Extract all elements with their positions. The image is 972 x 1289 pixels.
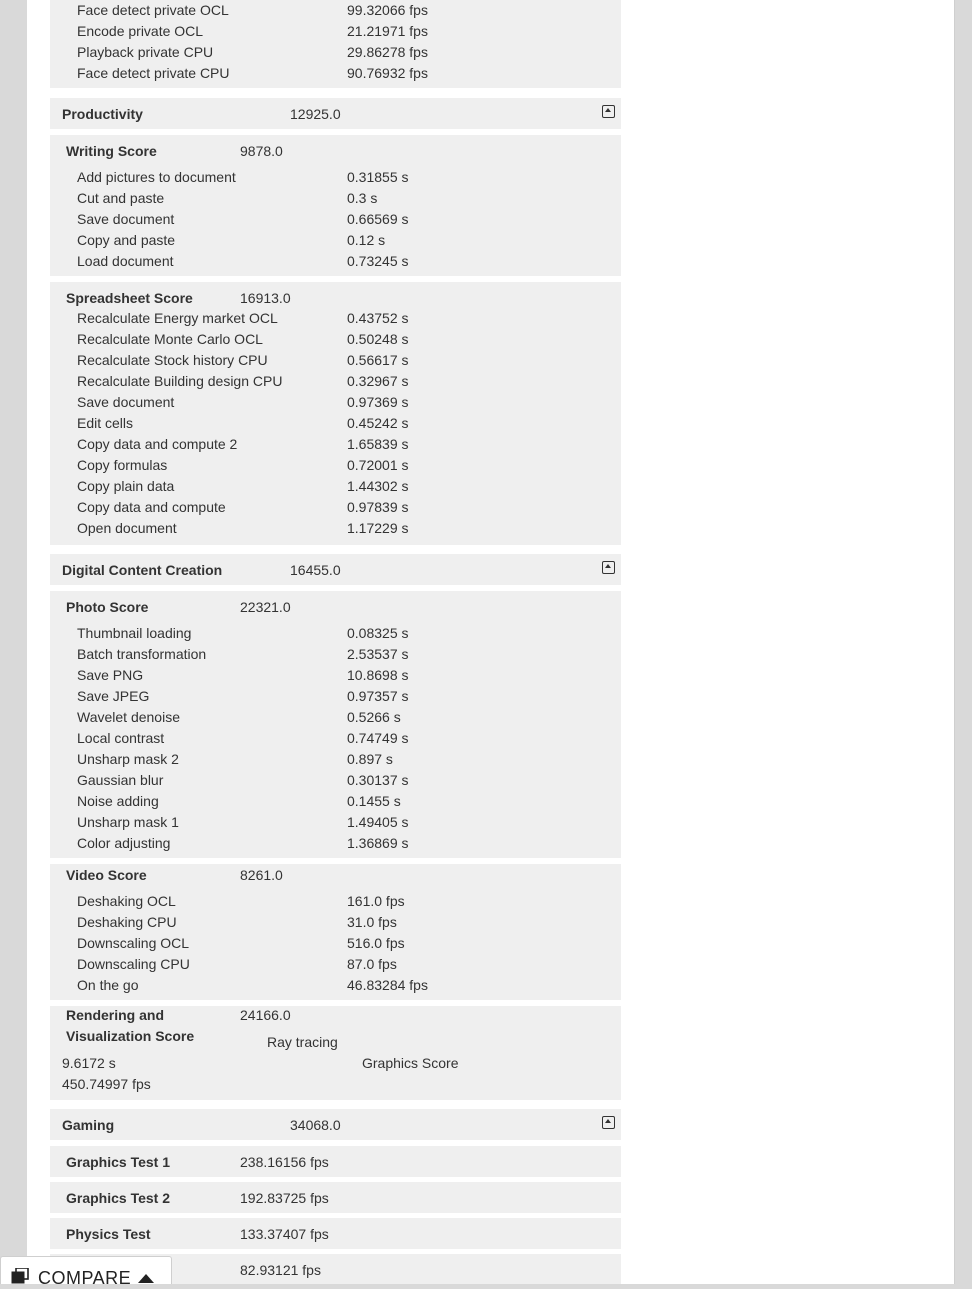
row-value: 0.5266 s [347,709,401,725]
row-value: 0.30137 s [347,772,409,788]
compare-button[interactable] [0,1256,172,1288]
writing-score-panel [50,135,621,276]
row-name: Copy data and compute [77,499,226,515]
test-name: Graphics Test 2 [66,1190,171,1206]
row-value: 0.97839 s [347,499,409,515]
row-name: Wavelet denoise [77,709,180,725]
row-name: Downscaling CPU [77,956,190,972]
row-value: 0.50248 s [347,331,409,347]
row-value: 87.0 fps [347,956,397,972]
compare-stack-icon [11,1268,29,1284]
row-name: Face detect private CPU [77,65,230,81]
photo-score-panel [50,591,621,858]
productivity-header[interactable] [50,98,621,129]
row-value: 99.32066 fps [347,2,428,18]
row-value: 1.17229 s [347,520,409,536]
row-name: Add pictures to document [77,169,236,185]
test-value: 192.83725 fps [240,1190,329,1206]
row-name: Deshaking OCL [77,893,176,909]
row-name: Downscaling OCL [77,935,190,951]
test-value: 133.37407 fps [240,1226,329,1242]
graphics-test-1-panel [50,1146,621,1177]
row-name: Copy and paste [77,232,176,248]
video-score-panel [50,864,621,1000]
row-value: 0.72001 s [347,457,409,473]
row-value: 2.53537 s [347,646,409,662]
caret-up-icon [138,1274,154,1283]
row-name: Load document [77,253,174,269]
collapse-icon[interactable] [602,105,615,118]
row-value: 0.45242 s [347,415,409,431]
row-value: 0.3 s [347,190,378,206]
results-page [27,0,955,1284]
row-value: 1.65839 s [347,436,409,452]
row-name: Edit cells [77,415,134,431]
row-value: 0.897 s [347,751,393,767]
row-value: 0.08325 s [347,625,409,641]
collapse-icon[interactable] [602,1116,615,1129]
row-name: Cut and paste [77,190,165,206]
row-name: Batch transformation [77,646,207,662]
subsection-title: Writing Score [66,143,157,159]
row-value: 0.97357 s [347,688,409,704]
row-name: Face detect private OCL [77,2,229,18]
row-name: Copy formulas [77,457,168,473]
physics-test-panel [50,1218,621,1249]
row-name: Save JPEG [77,688,150,704]
row-value: 1.44302 s [347,478,409,494]
row-name: Open document [77,520,177,536]
row-name: Recalculate Energy market OCL [77,310,278,326]
row-name: Save PNG [77,667,144,683]
row-value: 0.74749 s [347,730,409,746]
subsection-title: Photo Score [66,599,149,615]
row-value: 0.73245 s [347,253,409,269]
row-name: Unsharp mask 2 [77,751,179,767]
subsection-score: 9878.0 [240,143,283,159]
subsection-score: 8261.0 [240,867,283,883]
section-score: 16455.0 [290,562,341,578]
row-value: 10.8698 s [347,667,409,683]
row-name: On the go [77,977,139,993]
row-name: Save document [77,211,175,227]
ray-tracing-label: Ray tracing [267,1034,338,1050]
test-name: Graphics Test 1 [66,1154,171,1170]
row-value: 0.97369 s [347,394,409,410]
row-name: Recalculate Stock history CPU [77,352,268,368]
section-score: 12925.0 [290,106,341,122]
row-name: Recalculate Monte Carlo OCL [77,331,263,347]
row-value: 516.0 fps [347,935,405,951]
subsection-score: 22321.0 [240,599,291,615]
row-value: 0.1455 s [347,793,401,809]
ray-tracing-value: 9.6172 s [62,1055,116,1071]
subsection-title-line2: Visualization Score [66,1028,195,1044]
graphics-score-value: 450.74997 fps [62,1076,151,1092]
row-value: 1.49405 s [347,814,409,830]
row-name: Recalculate Building design CPU [77,373,283,389]
test-value: 238.16156 fps [240,1154,329,1170]
subsection-score: 16913.0 [240,290,291,306]
row-name: Playback private CPU [77,44,214,60]
row-name: Unsharp mask 1 [77,814,179,830]
subsection-title: Rendering and [66,1007,165,1023]
section-title: Gaming [62,1117,115,1133]
graphics-score-label: Graphics Score [362,1055,459,1071]
row-name: Deshaking CPU [77,914,177,930]
row-value: 161.0 fps [347,893,405,909]
row-value: 0.12 s [347,232,386,248]
row-value: 0.43752 s [347,310,409,326]
test-value: 82.93121 fps [240,1262,321,1278]
row-name: Thumbnail loading [77,625,192,641]
gaming-header[interactable] [50,1109,621,1140]
row-value: 0.31855 s [347,169,409,185]
collapse-icon[interactable] [602,561,615,574]
test-name: Physics Test [66,1226,151,1242]
graphics-test-2-panel [50,1182,621,1213]
dcc-header[interactable] [50,554,621,585]
row-value: 1.36869 s [347,835,409,851]
row-value: 0.66569 s [347,211,409,227]
subsection-title: Spreadsheet Score [66,290,193,306]
row-name: Local contrast [77,730,165,746]
rendering-score-panel [50,1006,621,1100]
row-value: 0.32967 s [347,373,409,389]
section-title: Productivity [62,106,143,122]
spreadsheet-score-panel [50,282,621,545]
subsection-score: 24166.0 [240,1007,291,1023]
row-name: Encode private OCL [77,23,204,39]
row-value: 90.76932 fps [347,65,428,81]
subsection-title: Video Score [66,867,147,883]
row-name: Save document [77,394,175,410]
row-name: Copy data and compute 2 [77,436,238,452]
row-value: 46.83284 fps [347,977,428,993]
row-name: Color adjusting [77,835,171,851]
row-name: Noise adding [77,793,159,809]
compare-label: COMPARE [38,1268,132,1288]
row-value: 0.56617 s [347,352,409,368]
row-value: 21.21971 fps [347,23,428,39]
top-partial-section [50,0,621,88]
row-value: 29.86278 fps [347,44,428,60]
section-title: Digital Content Creation [62,562,223,578]
row-name: Gaussian blur [77,772,164,788]
row-name: Copy plain data [77,478,175,494]
section-score: 34068.0 [290,1117,341,1133]
row-value: 31.0 fps [347,914,397,930]
